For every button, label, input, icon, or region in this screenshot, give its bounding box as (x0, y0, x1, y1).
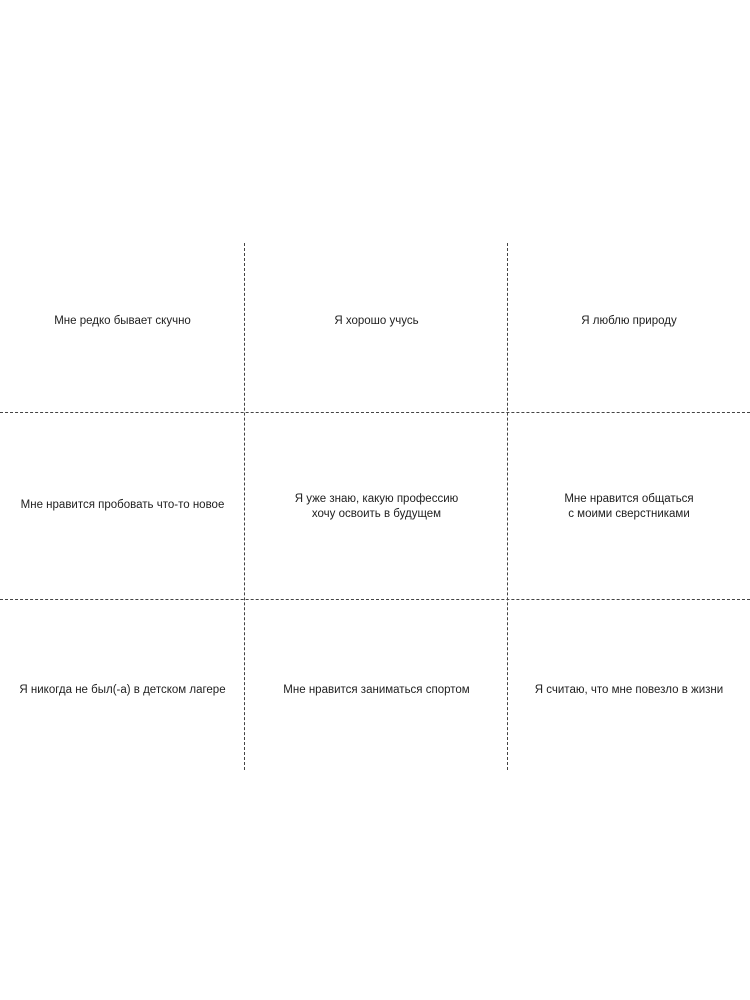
card-grid (0, 243, 750, 770)
card-9 (508, 599, 750, 770)
card-8 (245, 599, 508, 770)
card-text: Мне редко бывает скучно (54, 315, 191, 327)
card-text: Я никогда не был(-а) в детском лагере (19, 684, 226, 696)
card-text: Мне нравится пробовать что-то новое (20, 499, 225, 511)
card-4 (0, 412, 245, 599)
card-1 (0, 243, 245, 412)
card-6 (508, 412, 750, 599)
card-text: Я считаю, что мне повезло в жизни (534, 684, 724, 696)
card-text: Мне нравится заниматься спортом (283, 684, 470, 696)
card-7 (0, 599, 245, 770)
card-text: Я люблю природу (581, 315, 677, 327)
card-3 (508, 243, 750, 412)
card-text: Я уже знаю, какую профессию хочу освоить в будущем (294, 493, 459, 520)
card-text: Мне нравится общаться с моими сверстниками (564, 493, 694, 520)
card-5 (245, 412, 508, 599)
card-2 (245, 243, 508, 412)
card-text: Я хорошо учусь (334, 315, 419, 327)
